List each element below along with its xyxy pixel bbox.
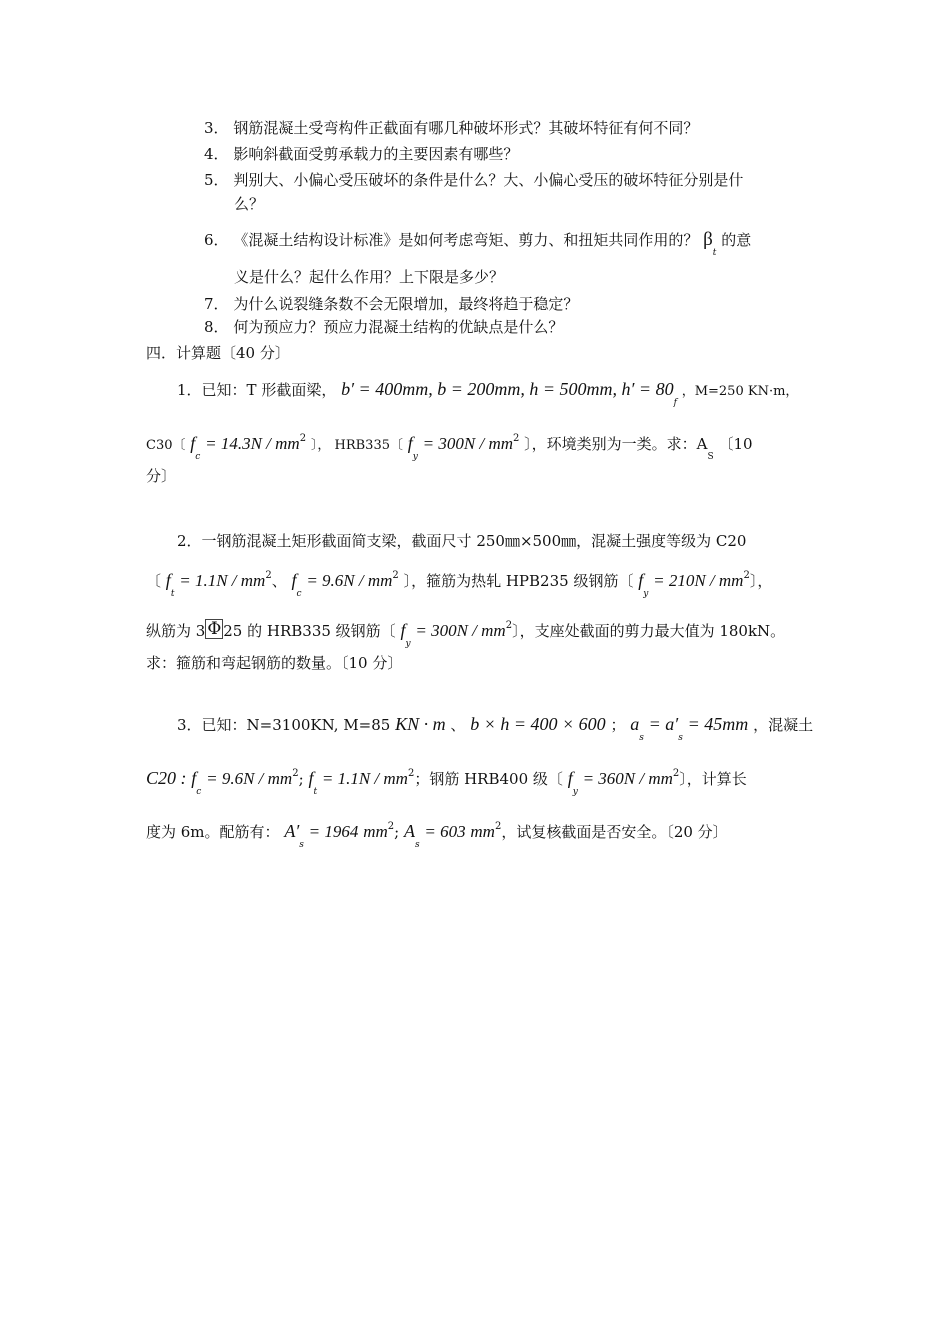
subscript: s — [639, 733, 644, 743]
math-value: = 210N / mm — [653, 571, 744, 590]
math-value: C20 : — [146, 768, 187, 788]
text: ； — [610, 716, 626, 734]
text: 、 — [271, 572, 287, 590]
math-symbol: f — [567, 768, 573, 788]
problem-2-line-1: 2．一钢筋混凝土矩形截面简支梁，截面尺寸 250㎜×500㎜，混凝土强度等级为 C20 — [177, 532, 747, 550]
problem-2-line-4: 求：箍筋和弯起钢筋的数量。〔10 分〕 — [146, 654, 403, 672]
text: ，试复核截面是否安全。〔20 分〕 — [501, 823, 728, 841]
math-value: = 603 — [424, 822, 466, 841]
question-number: 3． — [204, 119, 229, 137]
subscript: t — [170, 589, 175, 599]
math-symbol: f — [291, 570, 297, 590]
text: 〔 — [146, 572, 162, 590]
problem-2-line-2 — [146, 565, 772, 605]
problem-1-formula: b′ = 400mm, b = 200mm, h = 500mm, h′ = 80 — [341, 379, 674, 399]
math-value: KN · m — [395, 714, 446, 734]
text: 〕， — [749, 572, 773, 590]
superscript: 2 — [513, 433, 520, 444]
math-value: = 14.3N / mm — [205, 434, 300, 453]
math-unit: mm — [363, 822, 388, 841]
text: 〕，箍筋为热轧 HPB235 级钢筋〔 — [403, 572, 634, 590]
question-4 — [204, 143, 518, 165]
question-text: 判别大、小偏心受压破坏的条件是什么？大、小偏心受压的破坏特征分别是什 — [233, 171, 744, 189]
superscript: 2 — [299, 433, 307, 444]
problem-1-line-2 — [146, 428, 753, 468]
math-value: = 9.6N / mm — [306, 571, 393, 590]
text: 、 — [450, 716, 466, 734]
subscript: y — [643, 589, 649, 599]
rebar-symbol: Φ — [207, 619, 222, 639]
question-number: 4． — [204, 145, 229, 163]
question-number: 8． — [204, 318, 229, 336]
text: 〕，环境类别为一类。求：A — [524, 435, 708, 453]
text: 25 的 HRB335 级钢筋〔 — [223, 622, 396, 640]
question-text: 何为预应力？预应力混凝土结构的优缺点是什么？ — [233, 318, 564, 336]
math-symbol: A′ — [284, 821, 300, 841]
subscript: f — [673, 398, 677, 408]
text: ; — [298, 770, 304, 788]
problem-1-line-3: 分〕 — [146, 467, 177, 485]
text: 〔10 — [718, 435, 753, 453]
subscript: s — [678, 733, 683, 743]
superscript: 2 — [392, 570, 399, 581]
problem-1-lead: 1．已知：T 形截面梁， — [177, 381, 337, 399]
question-text: 影响斜截面受剪承载力的主要因素有哪些？ — [233, 145, 519, 163]
subscript: c — [196, 787, 202, 797]
question-8 — [204, 316, 563, 338]
question-number: 6． — [204, 231, 229, 249]
math-value: b × h = 400 × 600 — [470, 714, 606, 734]
math-symbol: f — [191, 768, 197, 788]
section-heading: 四．计算题〔40 分〕 — [146, 344, 290, 362]
math-value: = 360N / mm — [582, 769, 673, 788]
superscript: 2 — [494, 821, 502, 832]
text: 〕，支座处截面的剪力最大值为 180kN。 — [512, 622, 786, 640]
superscript: 2 — [387, 821, 395, 832]
text: 3．已知：N=3100KN, M=85 — [177, 716, 391, 734]
subscript: y — [572, 787, 578, 797]
beta-symbol: β — [703, 229, 713, 250]
text: 〕，计算长 — [679, 770, 747, 788]
question-5 — [204, 169, 743, 191]
question-text: 钢筋混凝土受弯构件正截面有哪几种破坏形式？其破坏特征有何不同？ — [233, 119, 699, 137]
text: ，混凝土 — [753, 716, 814, 734]
math-symbol: A — [403, 821, 415, 841]
question-5-continuation: 么？ — [234, 195, 265, 213]
problem-3-line-3 — [146, 816, 728, 856]
math-value: = 300N / mm — [422, 434, 514, 453]
question-6-continuation: 义是什么？起什么作用？上下限是多少？ — [234, 268, 505, 286]
subscript: t — [313, 787, 318, 797]
math-value: = a′ — [648, 714, 679, 734]
question-text: 《混凝土结构设计标准》是如何考虑弯矩、剪力、和扭矩共同作用的？ — [233, 231, 699, 249]
problem-3-line-1 — [177, 713, 813, 749]
subscript: y — [405, 639, 411, 649]
math-symbol: f — [407, 433, 413, 453]
text: ; — [394, 823, 400, 841]
question-3 — [204, 117, 698, 139]
math-symbol: f — [308, 768, 314, 788]
problem-1-line-1 — [177, 378, 798, 414]
math-symbol: f — [638, 570, 644, 590]
math-symbol: f — [165, 570, 171, 590]
text: ；钢筋 HRB400 级〔 — [414, 770, 563, 788]
text: C30〔 — [146, 438, 186, 453]
question-number: 5． — [204, 171, 229, 189]
subscript: s — [299, 840, 304, 850]
problem-3-line-2 — [146, 763, 747, 803]
math-value: = 300N / mm — [415, 621, 506, 640]
math-symbol: f — [190, 433, 196, 453]
text: 纵筋为 3 — [146, 622, 206, 640]
question-6 — [204, 229, 751, 264]
superscript: 2 — [407, 768, 415, 779]
text: 〕， HRB335〔 — [310, 438, 403, 453]
beta-subscript: t — [712, 248, 717, 258]
math-value: = 1.1N / mm — [179, 571, 266, 590]
question-number: 7． — [204, 295, 229, 313]
superscript: 2 — [672, 768, 680, 779]
subscript: y — [412, 452, 418, 462]
math-value: = 45mm — [687, 714, 749, 734]
question-text: 为什么说裂缝条数不会无限增加，最终将趋于稳定？ — [233, 295, 579, 313]
subscript: S — [707, 452, 714, 462]
math-value: = 9.6N / mm — [206, 769, 293, 788]
superscript: 2 — [265, 570, 272, 581]
subscript: s — [414, 840, 420, 850]
subscript: c — [195, 452, 201, 462]
math-symbol: f — [400, 620, 406, 640]
superscript: 2 — [292, 768, 299, 779]
subscript: c — [296, 589, 302, 599]
math-value: = 1.1N / mm — [321, 769, 408, 788]
question-text-end: 的意 — [721, 231, 752, 249]
problem-1-moment: ，M=250 KN·m， — [681, 384, 799, 399]
problem-2-line-3 — [146, 615, 785, 655]
math-symbol: a — [630, 714, 640, 734]
superscript: 2 — [743, 570, 750, 581]
question-7 — [204, 293, 578, 315]
math-unit: mm — [470, 822, 495, 841]
math-value: = 1964 — [308, 822, 359, 841]
superscript: 2 — [505, 620, 513, 631]
text: 度为 6m。配筋有： — [146, 823, 280, 841]
